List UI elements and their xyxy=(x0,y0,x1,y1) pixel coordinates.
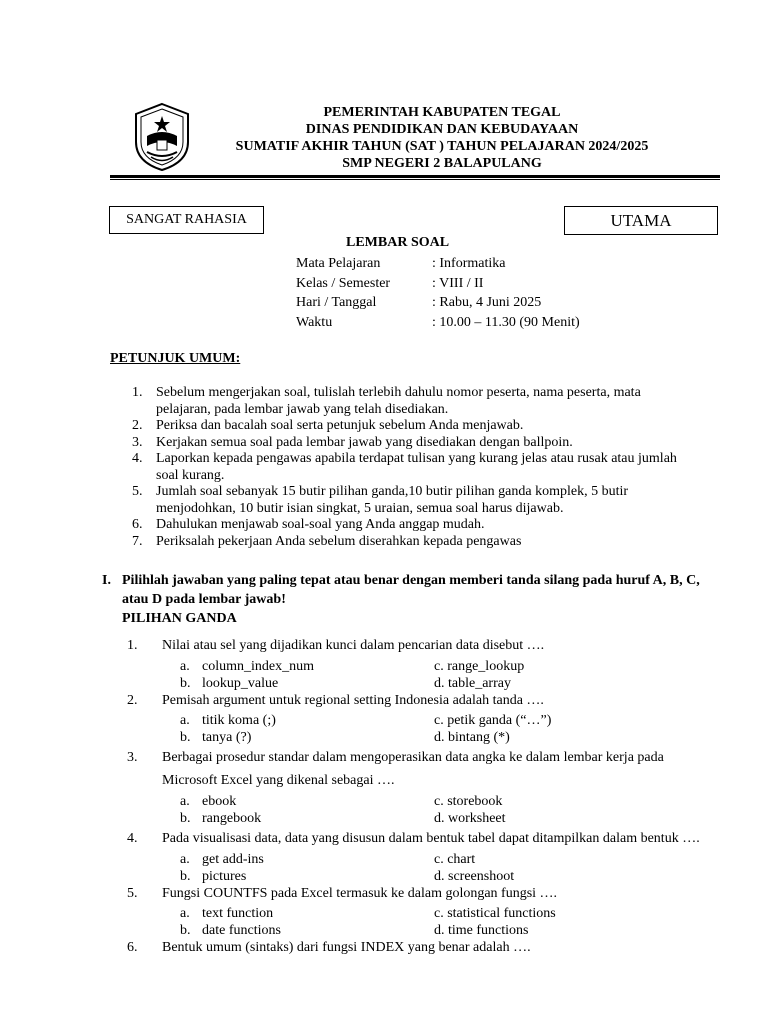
question-number: 3. xyxy=(127,750,138,765)
instruction-item xyxy=(132,418,698,435)
instruction-number: 2. xyxy=(132,418,143,433)
answer-options xyxy=(127,793,707,827)
question xyxy=(127,939,707,956)
option-text: d. screenshoot xyxy=(434,869,515,884)
instruction-number: 6. xyxy=(132,517,143,532)
instruction-text: Kerjakan semua soal pada lembar jawab yang disediakan dengan ballpoin. xyxy=(156,434,573,450)
answer-options xyxy=(127,905,707,939)
option-text: text function xyxy=(202,906,274,921)
option-text: date functions xyxy=(202,923,281,938)
regency-emblem-logo xyxy=(133,102,191,172)
option-letter: b. xyxy=(180,869,191,884)
option-letter: a. xyxy=(180,713,190,728)
section-numeral: I. xyxy=(102,573,111,588)
instruction-item xyxy=(132,451,698,484)
answer-options xyxy=(127,658,707,692)
instruction-number: 3. xyxy=(132,434,143,450)
option-text: c. range_lookup xyxy=(434,659,525,674)
question xyxy=(127,634,707,657)
instruction-text: Sebelum mengerjakan soal, tulislah terlebih dahulu nomor peserta, nama peserta, mata pelajaran, pada lembar jawab yang telah disediakan. xyxy=(156,385,641,417)
question-text: Fungsi COUNTFS pada Excel termasuk ke dalam golongan fungsi …. xyxy=(162,886,558,901)
header-line-3: SUMATIF AKHIR TAHUN (SAT ) TAHUN PELAJARAN 2024/2025 xyxy=(235,139,649,154)
header-line-4: SMP NEGERI 2 BALAPULANG xyxy=(342,156,542,171)
info-key: Waktu xyxy=(296,314,333,330)
header-divider-thin xyxy=(110,179,720,180)
instruction-item xyxy=(132,534,698,551)
instruction-text: Periksa dan bacalah soal serta petunjuk sebelum Anda menjawab. xyxy=(156,418,524,433)
instruction-number: 7. xyxy=(132,533,143,549)
option-text: titik koma (;) xyxy=(202,713,276,728)
answer-options xyxy=(127,712,707,746)
option-text: c. petik ganda (“…”) xyxy=(434,713,552,728)
option-letter: a. xyxy=(180,852,190,867)
document-title: LEMBAR SOAL xyxy=(346,235,450,250)
info-row xyxy=(296,313,580,333)
header-divider-thick xyxy=(110,175,720,178)
letterhead xyxy=(200,104,684,172)
section-instruction: Pilihlah jawaban yang paling tepat atau benar dengan memberi tanda silang pada huruf A, B, C, atau D pada lembar jawab! xyxy=(122,573,700,607)
exam-info xyxy=(296,254,580,332)
info-row xyxy=(296,274,580,294)
section-one xyxy=(102,571,702,628)
question-text: Berbagai prosedur standar dalam mengoperasikan data angka ke dalam lembar kerja pada Microsoft Excel yang dikenal sebagai …. xyxy=(162,750,664,788)
question xyxy=(127,827,707,850)
option-letter: b. xyxy=(180,676,191,691)
option-text: tanya (?) xyxy=(202,730,252,745)
option-letter: a. xyxy=(180,906,190,921)
instruction-text: Jumlah soal sebanyak 15 butir pilihan ganda,10 butir pilihan ganda komplek, 5 butir menjodohkan, 10 butir isian singkat, 5 uraian, semua soal harus dijawab. xyxy=(156,484,629,516)
option-text: column_index_num xyxy=(202,659,314,674)
option-text: c. statistical functions xyxy=(434,906,556,921)
question xyxy=(127,692,707,709)
answer-options xyxy=(127,851,707,885)
instruction-item xyxy=(132,385,698,418)
header-line-2: DINAS PENDIDIKAN DAN KEBUDAYAAN xyxy=(305,122,579,137)
confidential-box: SANGAT RAHASIA xyxy=(109,206,264,234)
general-instructions-list xyxy=(132,385,698,550)
option-text: c. storebook xyxy=(434,794,503,809)
question-number: 5. xyxy=(127,886,138,901)
question-text: Pemisah argument untuk regional setting Indonesia adalah tanda …. xyxy=(162,693,544,708)
main-version-box: UTAMA xyxy=(564,206,718,235)
option-text: d. bintang (*) xyxy=(434,730,510,745)
question-number: 4. xyxy=(127,831,138,846)
question xyxy=(127,885,707,902)
instruction-text: Laporkan kepada pengawas apabila terdapat tulisan yang kurang jelas atau rusak atau jumlah soal kurang. xyxy=(156,451,677,483)
option-text: d. table_array xyxy=(434,676,511,691)
info-row xyxy=(296,254,580,274)
option-text: d. time functions xyxy=(434,923,529,938)
instruction-number: 5. xyxy=(132,484,143,499)
option-text: pictures xyxy=(202,869,247,884)
question-text: Pada visualisasi data, data yang disusun dalam bentuk tabel dapat ditampilkan dalam bentuk …. xyxy=(162,831,700,846)
info-value: : Informatika xyxy=(432,256,506,271)
info-row xyxy=(296,293,580,313)
question-list xyxy=(127,634,707,956)
question-number: 1. xyxy=(127,638,138,653)
option-text: d. worksheet xyxy=(434,811,506,826)
instruction-item xyxy=(132,484,698,517)
option-text: rangebook xyxy=(202,811,262,826)
info-value: : VIII / II xyxy=(432,275,484,291)
option-text: lookup_value xyxy=(202,676,279,691)
info-key: Kelas / Semester xyxy=(296,275,391,291)
info-key: Hari / Tanggal xyxy=(296,295,377,310)
section-subtitle: PILIHAN GANDA xyxy=(122,611,237,626)
option-text: ebook xyxy=(202,794,237,809)
instruction-text: Periksalah pekerjaan Anda sebelum diserahkan kepada pengawas xyxy=(156,533,522,549)
info-key: Mata Pelajaran xyxy=(296,256,381,271)
option-text: get add-ins xyxy=(202,852,264,867)
option-letter: b. xyxy=(180,811,191,826)
instruction-number: 4. xyxy=(132,451,143,466)
info-value: : Rabu, 4 Juni 2025 xyxy=(432,295,542,310)
question xyxy=(127,746,707,792)
option-letter: b. xyxy=(180,730,191,745)
option-text: c. chart xyxy=(434,852,476,867)
option-letter: a. xyxy=(180,659,190,674)
question-text: Nilai atau sel yang dijadikan kunci dalam pencarian data disebut …. xyxy=(162,638,545,653)
instruction-item xyxy=(132,517,698,534)
instruction-number: 1. xyxy=(132,385,143,400)
option-letter: a. xyxy=(180,794,190,809)
question-number: 6. xyxy=(127,940,138,955)
general-instructions-title: PETUNJUK UMUM: xyxy=(110,351,241,366)
info-value: : 10.00 – 11.30 (90 Menit) xyxy=(432,314,580,330)
option-letter: b. xyxy=(180,923,191,938)
instruction-item xyxy=(132,435,698,452)
question-text: Bentuk umum (sintaks) dari fungsi INDEX yang benar adalah …. xyxy=(162,940,531,955)
instruction-text: Dahulukan menjawab soal-soal yang Anda anggap mudah. xyxy=(156,517,485,532)
question-number: 2. xyxy=(127,693,138,708)
header-line-1: PEMERINTAH KABUPATEN TEGAL xyxy=(323,105,561,120)
